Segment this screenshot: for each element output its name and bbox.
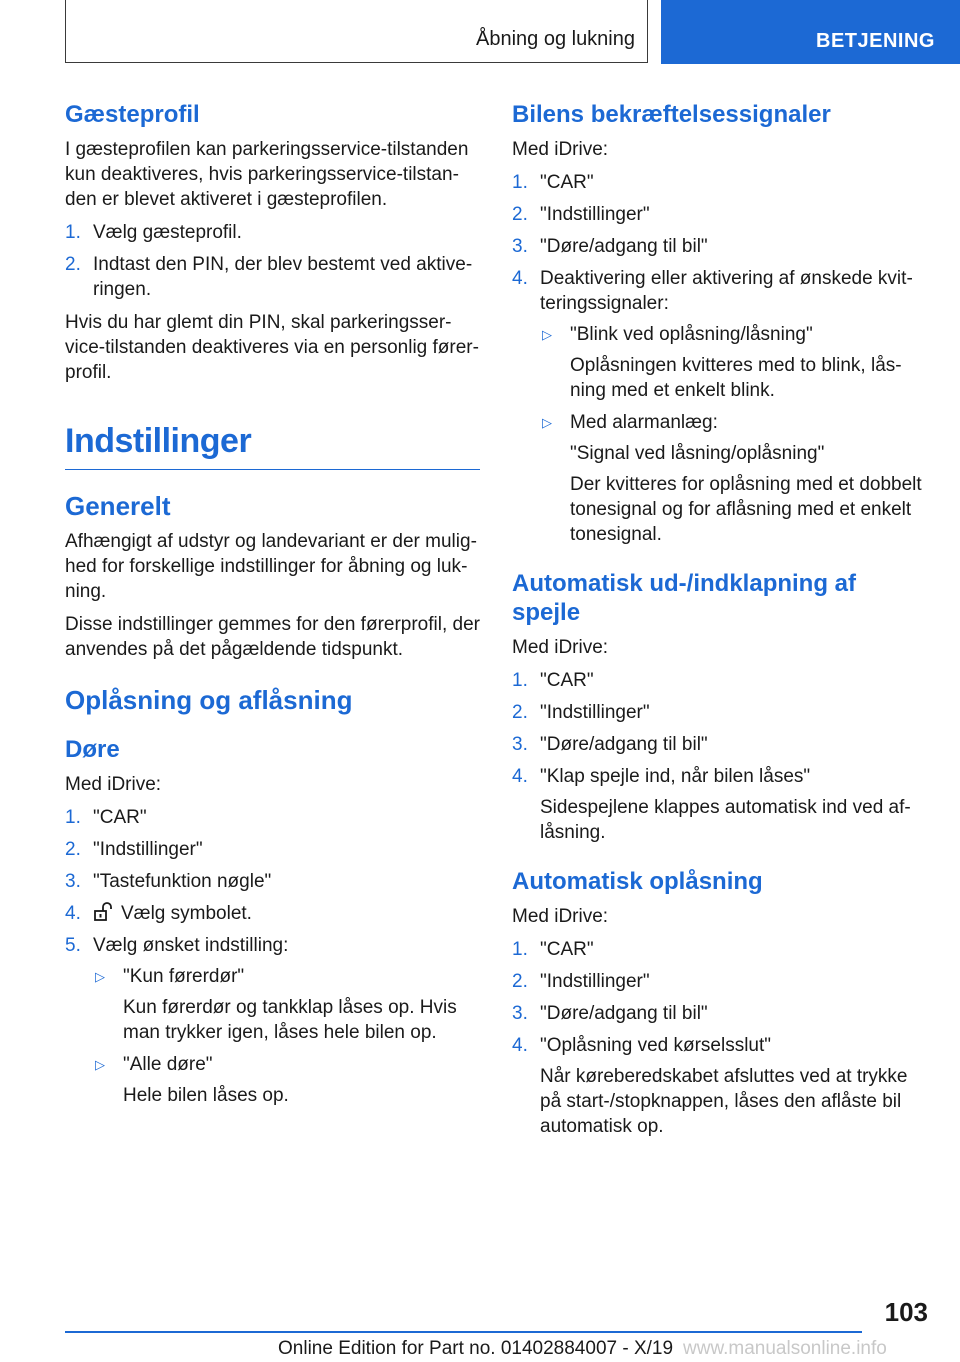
list-item xyxy=(540,322,927,403)
step-note: Når køreberedskabet afsluttes ved at trykke på start-/stopknappen, låses den aflåste bil automatisk op. xyxy=(540,1066,908,1137)
step-text: Vælg ønsket indstilling: xyxy=(93,935,289,956)
unlock-icon xyxy=(93,902,115,922)
step-number: 3. xyxy=(512,236,528,257)
step-text: "Indstillinger" xyxy=(540,971,650,992)
step-number: 3. xyxy=(512,1003,528,1024)
option-note: "Signal ved låsning/oplåsning" xyxy=(570,443,825,464)
step-text: Indtast den PIN, der blev bestemt ved aktiveringen. xyxy=(93,254,473,300)
step-number: 1. xyxy=(512,939,528,960)
step-number: 2. xyxy=(512,702,528,723)
step-number: 2. xyxy=(65,254,81,275)
list-item xyxy=(512,1001,927,1026)
list-item xyxy=(65,869,480,894)
step-text: Deaktivering eller aktivering af ønskede kvitteringssignaler: xyxy=(540,268,913,314)
triangle-bullet-icon: ▷ xyxy=(95,1057,105,1072)
triangle-bullet-icon: ▷ xyxy=(542,327,552,342)
list-item xyxy=(512,202,927,227)
auto-unlock-heading: Automatisk oplåsning xyxy=(512,868,763,895)
list-item xyxy=(512,764,927,845)
step-number: 4. xyxy=(512,268,528,289)
step-text: "Døre/adgang til bil" xyxy=(540,236,708,257)
guest-profile-note: Hvis du har glemt din PIN, skal parkeringsservice-tilstanden deaktiveres via en personlig førerprofil. xyxy=(65,312,479,383)
step-number: 2. xyxy=(65,839,81,860)
step-text: "Indstillinger" xyxy=(540,204,650,225)
confirm-steps xyxy=(512,170,927,547)
list-item xyxy=(512,969,927,994)
doors-options xyxy=(93,964,480,1108)
step-number: 1. xyxy=(65,807,81,828)
list-item xyxy=(93,1052,480,1108)
step-number: 4. xyxy=(65,903,81,924)
step-number: 1. xyxy=(65,222,81,243)
step-number: 1. xyxy=(512,172,528,193)
guest-profile-text: I gæsteprofilen kan parkeringsservice-tilstanden kun deaktiveres, hvis parkeringsservice-tilstanden er blevet aktiveret i gæsteprofilen. xyxy=(65,139,469,210)
mirror-heading: Automatisk ud-/indklapning af spejle xyxy=(512,570,857,626)
option-label: "Blink ved oplåsning/låsning" xyxy=(570,324,813,345)
lock-unlock-heading: Oplåsning og aflåsning xyxy=(65,685,353,715)
option-label: Med alarmanlæg: xyxy=(570,412,718,433)
triangle-bullet-icon: ▷ xyxy=(95,969,105,984)
list-item xyxy=(512,1033,927,1139)
general-heading: Generelt xyxy=(65,491,171,521)
auto-unlock-steps xyxy=(512,937,927,1139)
step-text: "CAR" xyxy=(540,939,594,960)
step-text: Vælg gæsteprofil. xyxy=(93,222,242,243)
step-text: "Døre/adgang til bil" xyxy=(540,734,708,755)
option-note: Der kvitteres for oplåsning med et dobbelt tonesignal og for aflåsning med et enkelt tonesignal. xyxy=(570,474,922,545)
step-text: "CAR" xyxy=(540,172,594,193)
list-item xyxy=(512,170,927,195)
step-text: "Indstillinger" xyxy=(93,839,203,860)
step-text: "Tastefunktion nøgle" xyxy=(93,871,272,892)
step-text: Vælg symbolet. xyxy=(121,903,252,924)
list-item xyxy=(65,837,480,862)
general-text-2: Disse indstillinger gemmes for den førerprofil, der anvendes på det pågældende tidspunkt. xyxy=(65,614,480,660)
step-number: 5. xyxy=(65,935,81,956)
doors-heading: Døre xyxy=(65,736,120,763)
chapter-label: BETJENING xyxy=(816,30,935,52)
list-item xyxy=(540,410,927,547)
step-number: 3. xyxy=(512,734,528,755)
confirm-intro: Med iDrive: xyxy=(512,139,609,160)
step-text: "Indstillinger" xyxy=(540,702,650,723)
footer-divider xyxy=(65,1331,862,1333)
watermark-text: www.manualsonline.info xyxy=(683,1338,887,1359)
edition-text: Online Edition for Part no. 01402884007 - X/19 xyxy=(278,1338,674,1359)
option-note: Oplåsningen kvitteres med to blink, låsning med et enkelt blink. xyxy=(570,355,902,401)
confirm-options xyxy=(540,322,927,547)
step-note: Sidespejlene klappes automatisk ind ved aflåsning. xyxy=(540,797,911,843)
confirm-signals-heading: Bilens bekræftelsessignaler xyxy=(512,101,831,128)
list-item xyxy=(65,901,480,926)
page-number: 103 xyxy=(884,1297,928,1327)
option-note: Kun førerdør og tankklap låses op. Hvis man trykker igen, låses hele bilen op. xyxy=(123,997,457,1043)
mirror-intro: Med iDrive: xyxy=(512,637,609,658)
option-label: "Kun førerdør" xyxy=(123,966,245,987)
list-item xyxy=(512,668,927,693)
list-item xyxy=(65,252,480,302)
step-number: 4. xyxy=(512,766,528,787)
chapter-tab[interactable] xyxy=(661,0,960,64)
list-item xyxy=(65,220,480,245)
auto-unlock-intro: Med iDrive: xyxy=(512,906,609,927)
general-text-1: Afhængigt af udstyr og landevariant er der mulighed for forskellige indstillinger for åbning og lukning. xyxy=(65,531,477,602)
list-item xyxy=(512,937,927,962)
step-number: 4. xyxy=(512,1035,528,1056)
guest-profile-heading: Gæsteprofil xyxy=(65,101,200,128)
list-item xyxy=(93,964,480,1045)
list-item xyxy=(512,234,927,259)
option-note: Hele bilen låses op. xyxy=(123,1085,289,1106)
list-item xyxy=(512,700,927,725)
step-number: 2. xyxy=(512,204,528,225)
option-label: "Alle døre" xyxy=(123,1054,213,1075)
doors-steps xyxy=(65,805,480,1108)
left-column xyxy=(65,100,480,1116)
mirror-steps xyxy=(512,668,927,845)
guest-steps xyxy=(65,220,480,302)
section-title: Åbning og lukning xyxy=(475,28,635,50)
step-text: "Oplåsning ved kørselsslut" xyxy=(540,1035,772,1056)
list-item xyxy=(512,266,927,547)
step-text: "CAR" xyxy=(540,670,594,691)
step-number: 2. xyxy=(512,971,528,992)
step-text: "CAR" xyxy=(93,807,147,828)
triangle-bullet-icon: ▷ xyxy=(542,415,552,430)
step-text: "Klap spejle ind, når bilen låses" xyxy=(540,766,811,787)
settings-heading: Indstillinger xyxy=(65,419,480,470)
step-text: "Døre/adgang til bil" xyxy=(540,1003,708,1024)
right-column xyxy=(512,100,927,1147)
list-item xyxy=(65,933,480,1108)
list-item xyxy=(512,732,927,757)
step-number: 1. xyxy=(512,670,528,691)
doors-intro: Med iDrive: xyxy=(65,774,162,795)
step-number: 3. xyxy=(65,871,81,892)
list-item xyxy=(65,805,480,830)
